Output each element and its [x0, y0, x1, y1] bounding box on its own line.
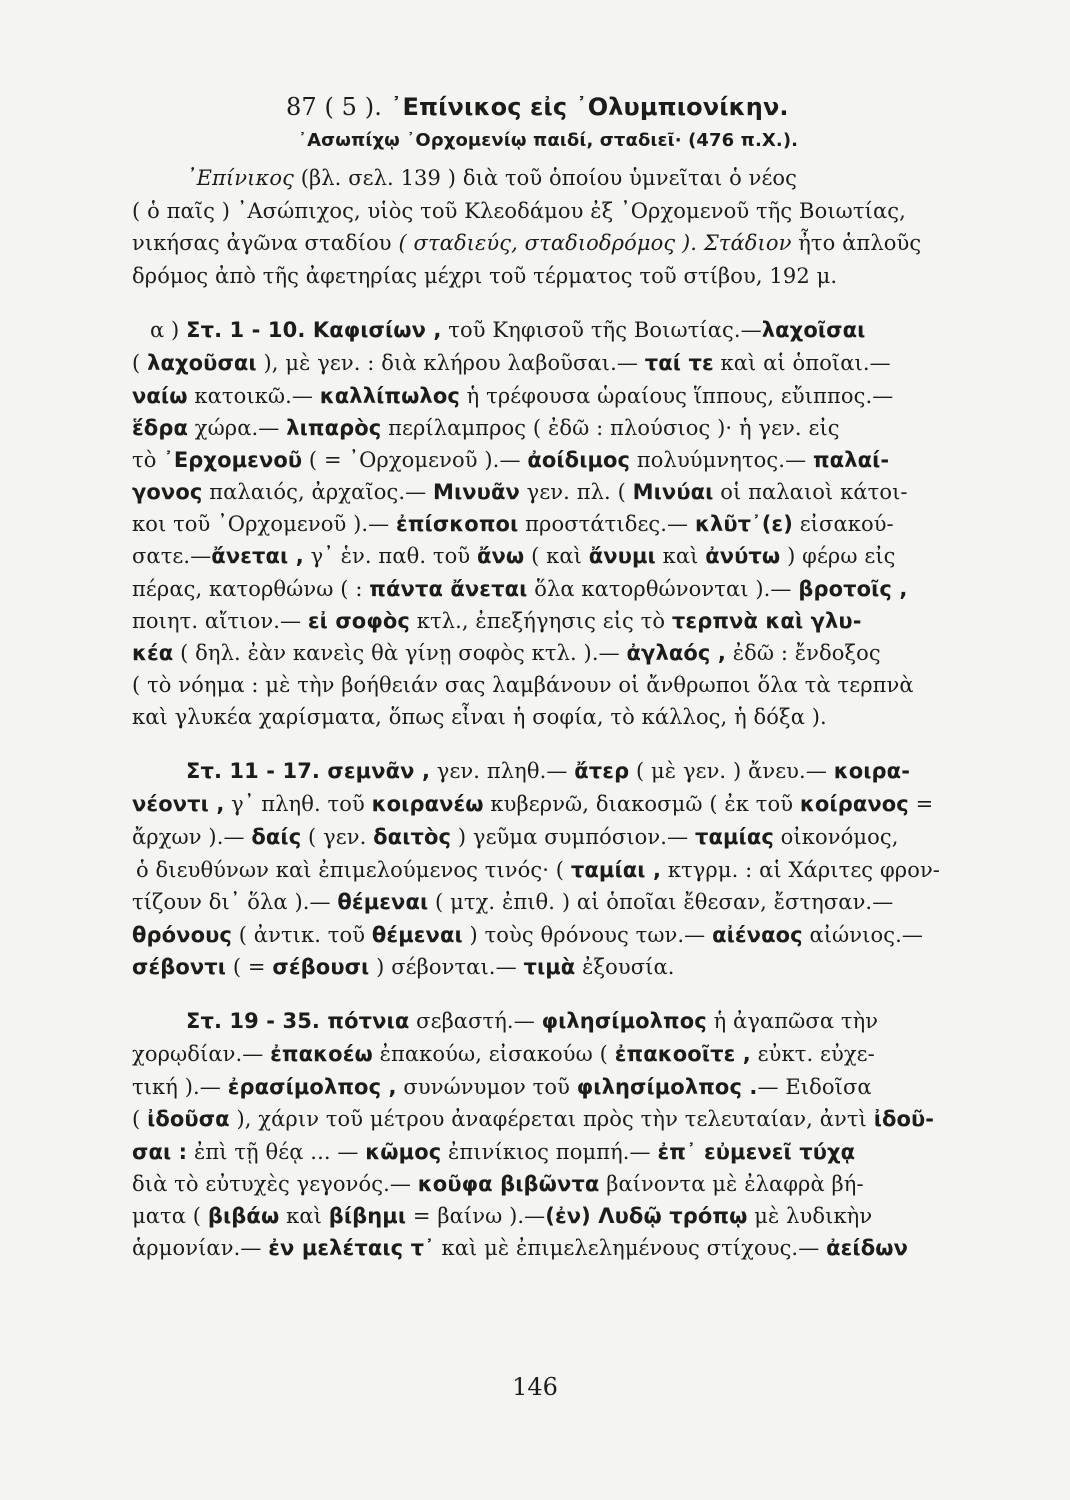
text-line: νικήσας ἀγῶνα σταδίου ( σταδιεύς, σταδιοδρόμος ). Στάδιον ἦτο ἁπλοῦς: [132, 231, 922, 255]
text-line: καὶ γλυκέα χαρίσματα, ὅπως εἶναι ἡ σοφία, τὸ κάλλος, ἡ δόξα ).: [132, 705, 827, 729]
text-line: ( λαχοῦσαι ), μὲ γεν. : διὰ κλήρου λαβοῦσαι.— ταί τε καὶ αἱ ὁποῖαι.—: [132, 351, 891, 375]
text-line: ναίω κατοικῶ.— καλλίπωλος ἡ τρέφουσα ὡραίους ἵππους, εὔιππος.—: [132, 384, 894, 408]
text-line: σαι : ἐπὶ τῇ θέᾳ ... — κῶμος ἐπινίκιος πομπή.— ἐπ᾿ εὐμενεῖ τύχᾳ: [132, 1140, 856, 1164]
poem-title: ᾿Επίνικος εἰς ᾿Ολυμπιονίκην.: [390, 93, 789, 121]
text-line: τική ).— ἐρασίμολπος , συνώνυμον τοῦ φιλησίμολπος .— Ειδοῖσα: [132, 1075, 872, 1099]
text-line: χορῳδίαν.— ἐπακοέω ἐπακούω, εἰσακούω ( ἐπακοοῖτε , εὐκτ. εὐχε-: [132, 1042, 875, 1066]
text-line: δρόμος ἀπὸ τῆς ἀφετηρίας μέχρι τοῦ τέρματος τοῦ στίβου, 192 μ.: [132, 264, 838, 288]
text-line: διὰ τὸ εὐτυχὲς γεγονός.— κοῦφα βιβῶντα βαίνοντα μὲ ἐλαφρὰ βή-: [132, 1172, 864, 1196]
text-line: τὸ ᾿Ερχομενοῦ ( = ᾿Ορχομενοῦ ).— ἀοίδιμος πολυύμνητος.— παλαί-: [132, 448, 890, 472]
text-line: ( τὸ νόημα : μὲ τὴν βοήθειάν σας λαμβάνουν οἱ ἄνθρωποι ὅλα τὰ τερπνὰ: [132, 673, 914, 697]
text-line: σέβοντι ( = σέβουσι ) σέβονται.— τιμὰ ἐξουσία.: [132, 955, 675, 979]
text-line: τίζουν δι᾿ ὅλα ).— θέμεναι ( μτχ. ἐπιθ. ) αἱ ὁποῖαι ἔθεσαν, ἔστησαν.—: [132, 890, 894, 914]
poem-subtitle: ᾿Ασωπίχῳ ᾿Ορχομενίῳ παιδί, σταδιεῖ· (476 π.Χ.).: [298, 130, 799, 151]
poem-number: 87 ( 5 ).: [286, 93, 382, 121]
text-line: ποιητ. αἴτιον.— εἰ σοφὸς κτλ., ἐπεξήγησις εἰς τὸ τερπνὰ καὶ γλυ-: [132, 609, 862, 633]
text-line: Στ. 11 - 17. σεμνᾶν , γεν. πληθ.— ἄτερ ( μὲ γεν. ) ἄνευ.— κοιρα-: [186, 759, 911, 783]
text-line: ᾿Επίνικος (βλ. σελ. 139 ) διὰ τοῦ ὁποίου ὑμνεῖται ὁ νέος: [186, 166, 798, 190]
text-line: ( ὁ παῖς ) ᾿Ασώπιχος, υἱὸς τοῦ Κλεοδάμου ἐξ ᾿Ορχομενοῦ τῆς Βοιωτίας,: [132, 199, 906, 223]
text-line: ἁρμονίαν.— ἐν μελέταις τ᾿ καὶ μὲ ἐπιμελελημένους στίχους.— ἀείδων: [132, 1236, 908, 1260]
text-line: ὁ διευθύνων καὶ ἐπιμελούμενος τινός· ( ταμίαι , κτγρμ. : αἱ Χάριτες φρον-: [136, 858, 940, 882]
page-number: 146: [512, 1373, 558, 1401]
text-line: α ) Στ. 1 - 10. Καφισίων , τοῦ Κηφισοῦ τῆς Βοιωτίας.—λαχοῖσαι: [150, 318, 866, 342]
text-line: ( ἰδοῦσα ), χάριν τοῦ μέτρου ἀναφέρεται πρὸς τὴν τελευταίαν, ἀντὶ ἰδοῦ-: [132, 1107, 935, 1131]
text-line: κοι τοῦ ᾿Ορχομενοῦ ).— ἐπίσκοποι προστάτιδες.— κλῦτ᾿(ε) εἰσακού-: [132, 512, 894, 536]
poem-heading: [286, 92, 1070, 122]
text-line: ἄρχων ).— δαίς ( γεν. δαιτὸς ) γεῦμα συμπόσιον.— ταμίας οἰκονόμος,: [132, 825, 899, 849]
text-line: ματα ( βιβάω καὶ βίβημι = βαίνω ).—(ἐν) Λυδῷ τρόπῳ μὲ λυδικὴν: [132, 1204, 873, 1228]
text-line: κέα ( δηλ. ἐὰν κανεὶς θὰ γίνῃ σοφὸς κτλ. ).— ἀγλαός , ἐδῶ : ἔνδοξος: [132, 641, 881, 665]
text-line: ἕδρα χώρα.— λιπαρὸς περίλαμπρος ( ἐδῶ : πλούσιος )· ἡ γεν. εἰς: [132, 416, 840, 440]
text-line: γονος παλαιός, ἀρχαῖος.— Μινυᾶν γεν. πλ. ( Μινύαι οἱ παλαιοὶ κάτοι-: [132, 480, 908, 504]
text-line: Στ. 19 - 35. πότνια σεβαστή.— φιλησίμολπος ἡ ἀγαπῶσα τὴν: [186, 1009, 879, 1033]
text-line: σατε.—ἄνεται , γ᾿ ἑν. παθ. τοῦ ἄνω ( καὶ ἄνυμι καὶ ἀνύτω ) φέρω εἰς: [132, 544, 896, 568]
text-line: πέρας, κατορθώνω ( : πάντα ἄνεται ὅλα κατορθώνονται ).— βροτοῖς ,: [132, 577, 908, 601]
text-line: νέοντι , γ᾿ πληθ. τοῦ κοιρανέω κυβερνῶ, διακοσμῶ ( ἐκ τοῦ κοίρανος =: [132, 792, 934, 816]
text-line: θρόνους ( ἀντικ. τοῦ θέμεναι ) τοὺς θρόνους των.— αἰέναος αἰώνιος.—: [132, 923, 923, 947]
